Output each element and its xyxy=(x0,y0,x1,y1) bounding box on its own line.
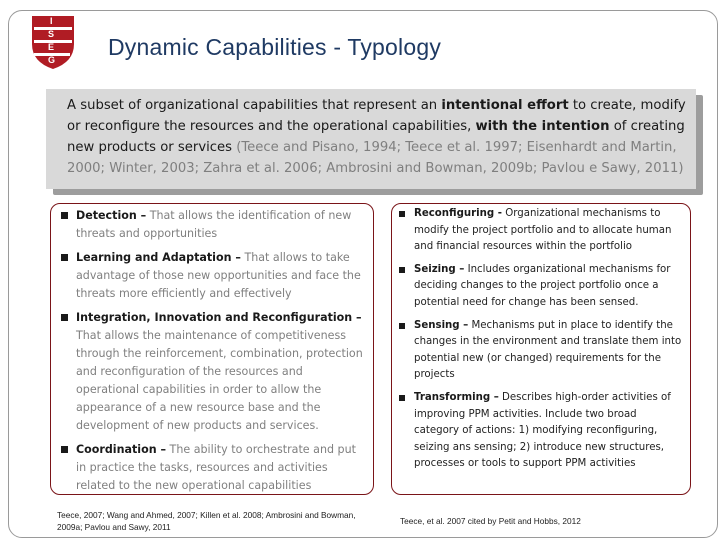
item-term: Sensing – xyxy=(414,319,469,331)
footnote-left: Teece, 2007; Wang and Ahmed, 2007; Killen et al. 2008; Ambrosini and Bowman, 2009a; Pavlou and Sawy, 2011 xyxy=(57,510,356,532)
ppm-typology-box xyxy=(391,203,691,495)
bullet-icon xyxy=(399,395,405,401)
item-term: Coordination – xyxy=(76,443,167,456)
bullet-icon xyxy=(61,254,68,261)
bullet-icon xyxy=(61,314,68,321)
slide-title: Dynamic Capabilities - Typology xyxy=(108,34,442,60)
list-item xyxy=(399,206,684,256)
iseg-logo xyxy=(28,14,78,70)
footnote-right: Teece, et al. 2007 cited by Petit and Hobbs, 2012 xyxy=(400,516,581,526)
list-item xyxy=(61,207,365,243)
intro-text-3: of creating new products or services xyxy=(67,119,685,155)
list-item xyxy=(399,318,684,384)
logo-letter-g: G xyxy=(48,55,56,65)
item-desc: Includes organizational mechanisms for deciding changes to the project portfolio once a potential need for change has been sensed. xyxy=(414,263,671,308)
list-item xyxy=(399,262,684,312)
item-desc: The ability to orchestrate and put in practice the tasks, resources and activities related to the new operational capabilities xyxy=(76,443,356,492)
bullet-icon xyxy=(61,212,68,219)
intro-emphasis-1: intentional effort xyxy=(441,98,569,113)
item-term: Learning and Adaptation – xyxy=(76,251,241,264)
item-desc: That allows the maintenance of competitiveness through the reinforcement, combination, protection and reconfiguration of the resources and operational capabilities in order to allow the appearance of a new resource base and the development of new products and services. xyxy=(76,329,363,432)
list-item xyxy=(399,390,684,473)
bullet-icon xyxy=(399,211,405,217)
item-desc: That allows the identification of new threats and opportunities xyxy=(76,209,352,240)
item-desc: Organizational mechanisms to modify the project portfolio and to allocate human and financial resources within the portfolio xyxy=(414,208,672,253)
logo-letter-i: I xyxy=(50,16,53,26)
item-desc: That allows to take advantage of those new opportunities and face the threats more efficiently and effectively xyxy=(76,251,361,300)
logo-letter-s: S xyxy=(48,29,55,39)
list-item xyxy=(61,309,365,435)
intro-emphasis-2: with the intention xyxy=(475,119,610,134)
bullet-icon xyxy=(399,267,405,273)
bullet-icon xyxy=(61,446,68,453)
intro-citation: (Teece and Pisano, 1994; Teece et al. 1997; Eisenhardt and Martin, 2000; Winter, 2003; Zahra et al. 2006; Ambrosini and Bowman, 2009b; Pavlou e Sawy, 2011) xyxy=(67,140,684,176)
list-item xyxy=(61,249,365,303)
intro-text-2: to create, modify or reconfigure the resources and the operational capabilities, xyxy=(67,98,686,134)
item-term: Reconfiguring - xyxy=(414,208,502,219)
item-term: Integration, Innovation and Reconfiguration – xyxy=(76,311,362,324)
item-term: Detection – xyxy=(76,209,147,222)
list-item xyxy=(61,441,365,495)
detection-typology-box xyxy=(50,203,374,495)
intro-box xyxy=(46,89,696,189)
intro-text-1: A subset of organizational capabilities that represent an xyxy=(67,98,442,113)
item-desc: Mechanisms put in place to identify the changes in the environment and translate them into potential new (or changed) requirements for the projects xyxy=(414,319,682,381)
bullet-icon xyxy=(399,323,405,329)
item-term: Seizing – xyxy=(414,263,465,275)
item-desc: Describes high-order activities of improving PPM activities. Include two broad category of actions: 1) modifying reconfiguring, seizing ans sensing; 2) introduce new structures, processes or tools to support PPM activities xyxy=(414,391,671,470)
logo-letter-e: E xyxy=(48,42,55,52)
item-term: Transforming – xyxy=(414,391,499,403)
